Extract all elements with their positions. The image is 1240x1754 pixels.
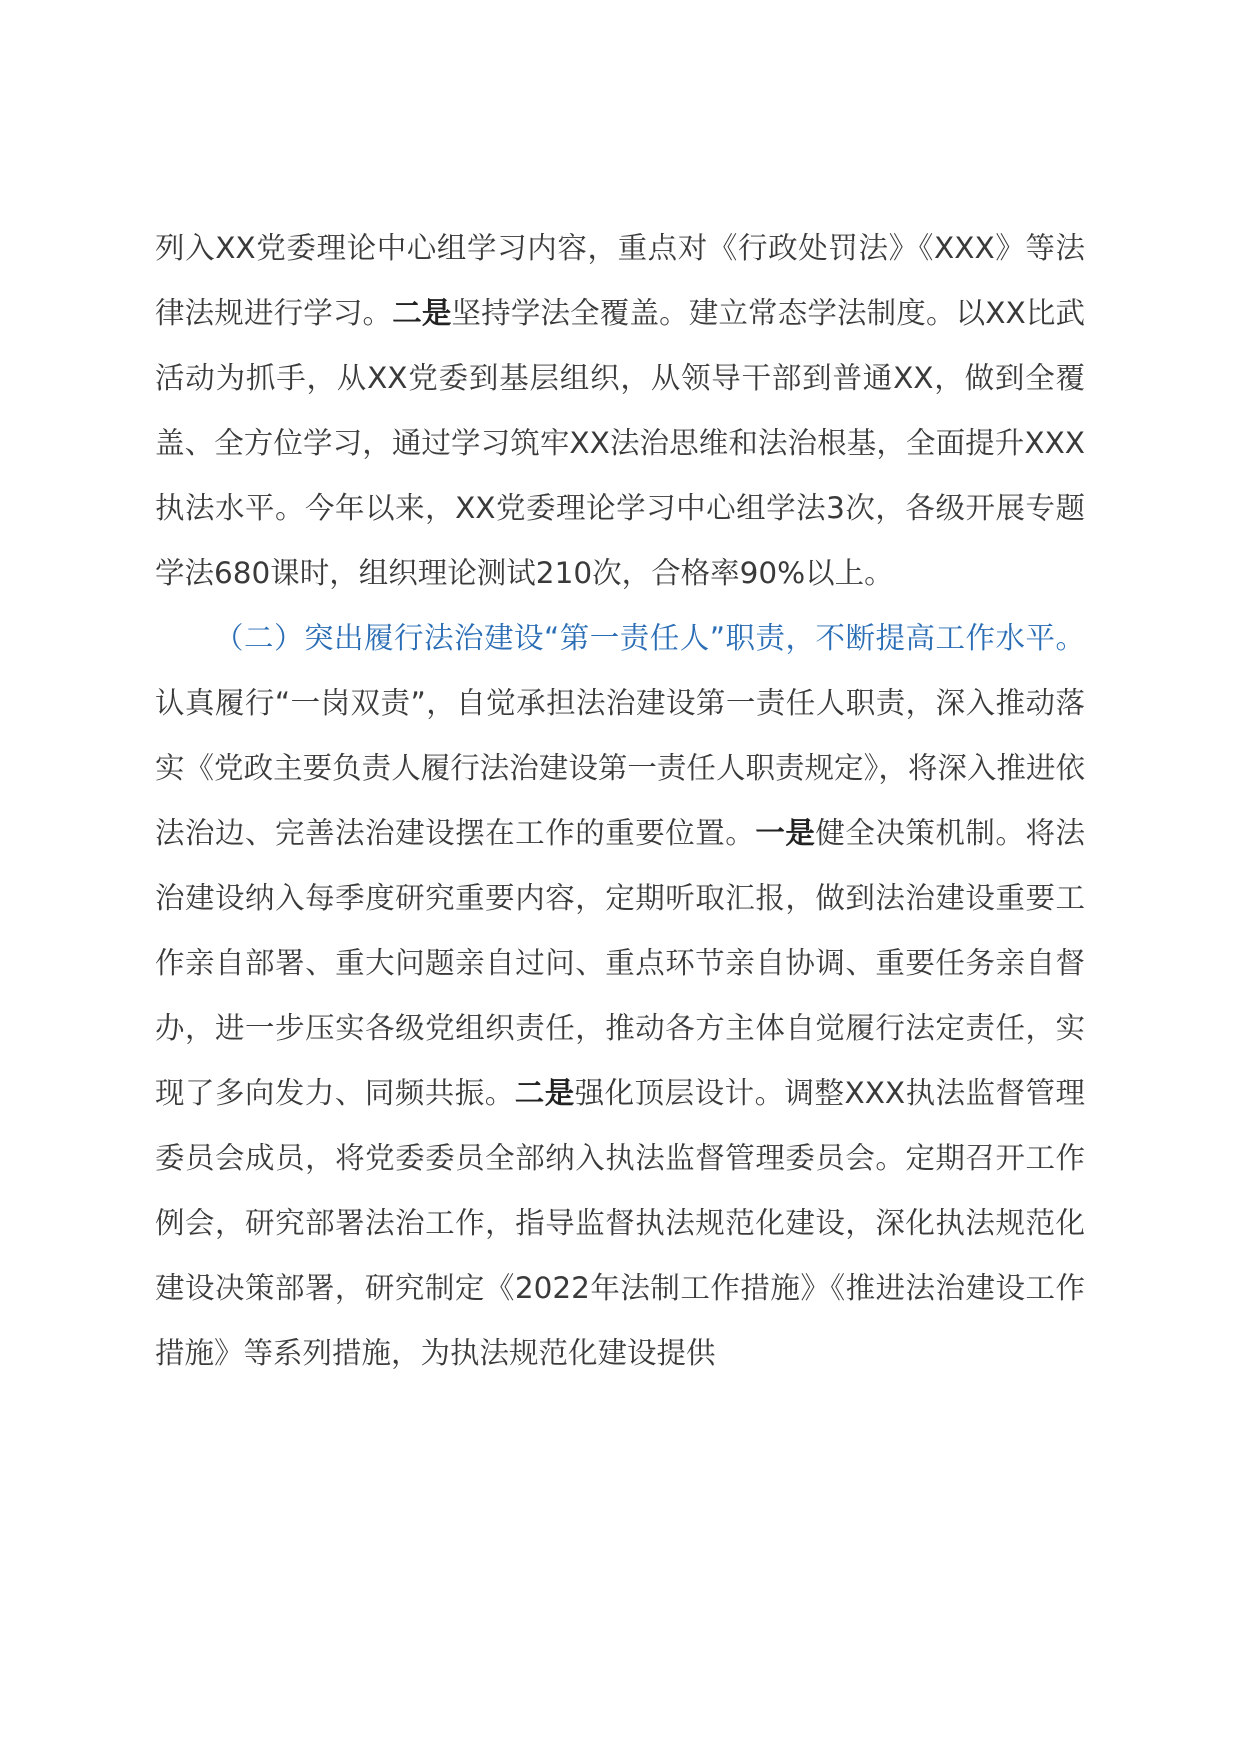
bold-marker-second: 二是 bbox=[514, 1076, 575, 1110]
paragraph-first-responsible bbox=[155, 606, 1085, 1386]
bold-marker-first: 一是 bbox=[755, 816, 816, 850]
document-body bbox=[155, 216, 1085, 1386]
paragraph-text: 强化顶层设计。调整XXX执法监督管理委员会成员，将党委委员全部纳入执法监督管理委员会。定期召开工作例会，研究部署法治工作，指导监督执法规范化建设，深化执法规范化建设决策部署，研究制定《2022年法制工作措施》《推进法治建设工作措施》等系列措施，为执法规范化建设提供 bbox=[155, 1076, 1085, 1370]
section-heading: （二）突出履行法治建设“第一责任人”职责，不断提高工作水平。 bbox=[214, 621, 1085, 655]
paragraph-text: 认真履行“一岗双责”，自觉承担法治建设第一责任人职责，深入推动落实《党政主要负责人履行法治建设第一责任人职责规定》，将深入推进依法治边、完善法治建设摆在工作的重要位置。 bbox=[155, 686, 1085, 850]
paragraph-study-coverage bbox=[155, 216, 1085, 606]
paragraph-text: 列入XX党委理论中心组学习内容，重点对《行政处罚法》《XXX》等法律法规进行学习。 bbox=[155, 231, 1085, 330]
paragraph-text: 健全决策机制。将法治建设纳入每季度研究重要内容，定期听取汇报，做到法治建设重要工作亲自部署、重大问题亲自过问、重点环节亲自协调、重要任务亲自督办，进一步压实各级党组织责任，推动各方主体自觉履行法定责任，实现了多向发力、同频共振。 bbox=[155, 816, 1085, 1110]
paragraph-text: 坚持学法全覆盖。建立常态学法制度。以XX比武活动为抓手，从XX党委到基层组织，从领导干部到普通XX，做到全覆盖、全方位学习，通过学习筑牢XX法治思维和法治根基，全面提升XXX执法水平。今年以来，XX党委理论学习中心组学法3次，各级开展专题学法680课时，组织理论测试210次，合格率90%以上。 bbox=[155, 296, 1085, 590]
bold-marker-second: 二是 bbox=[392, 296, 452, 330]
